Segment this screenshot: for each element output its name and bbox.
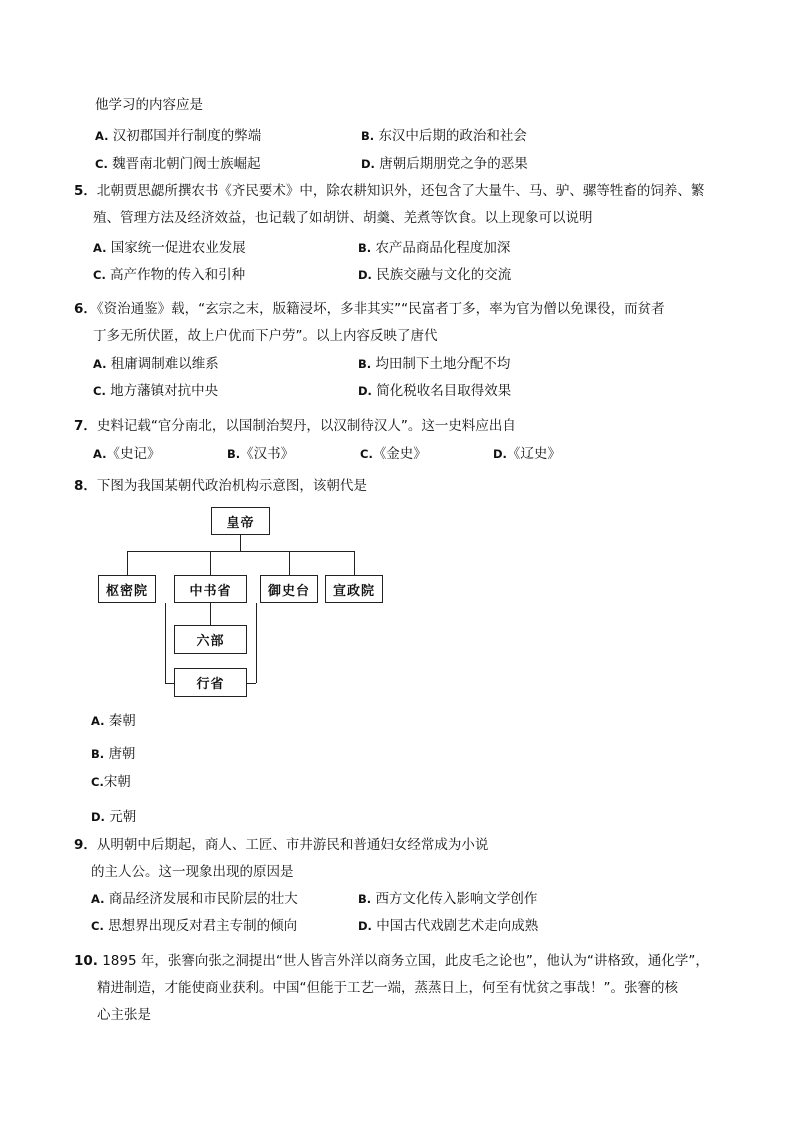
q6-stem-line2: 丁多无所伏匿，故上户优而下户劳”。以上内容反映了唐代 [93, 328, 438, 344]
q9-option-d[interactable] [358, 916, 538, 936]
option-letter: A. [95, 129, 109, 143]
option-text: 商品经济发展和市民阶层的壮大 [108, 891, 298, 907]
question-text: 史料记载“官分南北，以国制治契丹，以汉制待汉人”。这一史料应出自 [96, 418, 516, 434]
q7-option-c[interactable] [360, 444, 427, 464]
connector [210, 603, 211, 625]
option-letter: D. [91, 810, 105, 824]
option-letter: B. [358, 892, 372, 906]
question-number: 6． [74, 301, 97, 317]
option-text: 中国古代戏剧艺术走向成熟 [376, 918, 539, 934]
q9-stem-line2: 的主人公。这一现象出现的原因是 [91, 864, 294, 880]
q5-stem-line1 [74, 181, 704, 201]
option-letter: D. [361, 157, 375, 171]
box-xuanzhengyuan: 宣政院 [325, 575, 383, 603]
option-text: 《汉书》 [240, 446, 295, 462]
option-text: 均田制下土地分配不均 [375, 356, 511, 372]
option-text: 高产作物的传入和引种 [110, 267, 246, 283]
q8-option-a[interactable] [91, 711, 136, 731]
q7-option-a[interactable] [93, 444, 160, 464]
option-letter: A. [93, 447, 107, 461]
option-letter: B. [227, 447, 241, 461]
option-text: 秦朝 [108, 713, 136, 729]
q6-option-a[interactable] [93, 354, 219, 374]
option-text: 汉初郡国并行制度的弊端 [112, 128, 262, 144]
connector [256, 603, 257, 683]
option-letter: D. [358, 268, 372, 282]
option-text: 简化税收名目取得效果 [376, 383, 512, 399]
box-yushitai: 御史台 [260, 575, 318, 603]
q5-option-a[interactable] [93, 238, 246, 258]
q5-stem-line2: 殖、管理方法及经济效益，也记载了如胡饼、胡羹、羌煮等饮食。以上现象可以说明 [93, 210, 593, 226]
option-letter: A. [93, 357, 107, 371]
option-text: 《金史》 [372, 446, 427, 462]
option-letter: D. [358, 919, 372, 933]
q7-option-b[interactable] [227, 444, 294, 464]
question-text: 《资治通鉴》载，“玄宗之末，版籍浸坏，多非其实”“民富者丁多，率为官为僧以免课役，而贫者 [96, 301, 665, 317]
option-letter: A. [91, 892, 105, 906]
option-text: 《史记》 [106, 446, 161, 462]
option-letter: A. [93, 241, 107, 255]
question-number: 7． [74, 418, 97, 434]
option-letter: C. [93, 268, 106, 282]
box-shumiyuan: 枢密院 [98, 575, 156, 603]
question-number: 5． [74, 183, 97, 199]
q8-option-d[interactable] [91, 807, 136, 827]
option-letter: D. [358, 384, 372, 398]
option-text: 租庸调制难以维系 [110, 356, 219, 372]
q6-option-c[interactable] [93, 381, 218, 401]
q4-option-b[interactable] [361, 126, 527, 146]
option-text: 唐朝后期朋党之争的恶果 [379, 156, 528, 172]
q4-stem-cont: 他学习的内容应是 [95, 97, 203, 113]
connector [127, 551, 128, 575]
question-number: 8． [74, 478, 97, 494]
q10-stem-line2: 精进制造，才能使商业获利。中国“但能于工艺一端，蒸蒸日上，何至有忧贫之事哉！”。张謇的核 [97, 980, 678, 996]
option-text: 农产品商品化程度加深 [375, 240, 511, 256]
q6-option-d[interactable] [358, 381, 511, 401]
option-text: 思想界出现反对君主专制的倾向 [108, 918, 298, 934]
option-text: 《辽史》 [506, 446, 561, 462]
option-letter: C. [95, 157, 108, 171]
option-text: 魏晋南北朝门阀士族崛起 [112, 156, 261, 172]
connector [210, 551, 211, 575]
option-text: 民族交融与文化的交流 [376, 267, 512, 283]
option-text: 国家统一促进农业发展 [110, 240, 246, 256]
q6-stem-line1 [74, 299, 665, 319]
q9-stem-line1 [74, 835, 488, 855]
q9-option-c[interactable] [91, 916, 297, 936]
q4-option-c[interactable] [95, 154, 261, 174]
box-zhongshusheng: 中书省 [174, 575, 247, 603]
question-number: 9． [74, 837, 97, 853]
q4-option-a[interactable] [95, 126, 261, 146]
box-emperor: 皇帝 [211, 507, 270, 535]
box-liubu: 六部 [174, 625, 247, 654]
question-text: 下图为我国某朝代政治机构示意图，该朝代是 [96, 478, 367, 494]
question-number: 10. [74, 953, 98, 969]
q9-option-a[interactable] [91, 889, 298, 909]
q4-option-d[interactable] [361, 154, 528, 174]
option-letter: A. [91, 714, 105, 728]
option-text: 宋朝 [103, 774, 131, 790]
connector [354, 551, 355, 575]
option-letter: C. [360, 447, 373, 461]
option-letter: B. [358, 241, 372, 255]
q7-option-d[interactable] [493, 444, 561, 464]
q5-option-b[interactable] [358, 238, 510, 258]
option-text: 元朝 [109, 809, 137, 825]
connector [289, 551, 290, 575]
question-text: 1895 年，张謇向张之洞提出“世人皆言外洋以商务立国，此皮毛之论也”，他认为“讲格致，通化学”， [102, 953, 709, 969]
option-text: 西方文化传入影响文学创作 [375, 891, 538, 907]
option-letter: B. [358, 357, 372, 371]
q5-option-c[interactable] [93, 265, 245, 285]
q10-stem-line1 [74, 951, 709, 971]
box-xingsheng: 行省 [174, 668, 247, 697]
q8-option-b[interactable] [91, 744, 135, 764]
q5-option-d[interactable] [358, 265, 511, 285]
option-text: 地方藩镇对抗中央 [110, 383, 219, 399]
q8-stem-line1 [74, 476, 367, 496]
option-letter: C. [91, 919, 104, 933]
connector [240, 535, 241, 551]
option-letter: C. [93, 384, 106, 398]
option-letter: B. [361, 129, 375, 143]
option-letter: C. [91, 775, 104, 789]
question-text: 从明朝中后期起，商人、工匠、市井游民和普通妇女经常成为小说 [96, 837, 489, 853]
option-letter: D. [493, 447, 507, 461]
connector [165, 603, 166, 683]
q8-option-c[interactable] [91, 772, 131, 792]
option-text: 唐朝 [108, 746, 136, 762]
connector [127, 551, 354, 552]
q9-option-b[interactable] [358, 889, 537, 909]
option-text: 东汉中后期的政治和社会 [378, 128, 527, 144]
question-text: 北朝贾思勰所撰农书《齐民要术》中，除农耕知识外，还包含了大量牛、马、驴、骡等牲畜的饲养、繁 [96, 183, 705, 199]
q6-option-b[interactable] [358, 354, 510, 374]
q7-stem-line1 [74, 416, 516, 436]
option-letter: B. [91, 747, 105, 761]
q10-stem-line3: 心主张是 [97, 1007, 151, 1023]
